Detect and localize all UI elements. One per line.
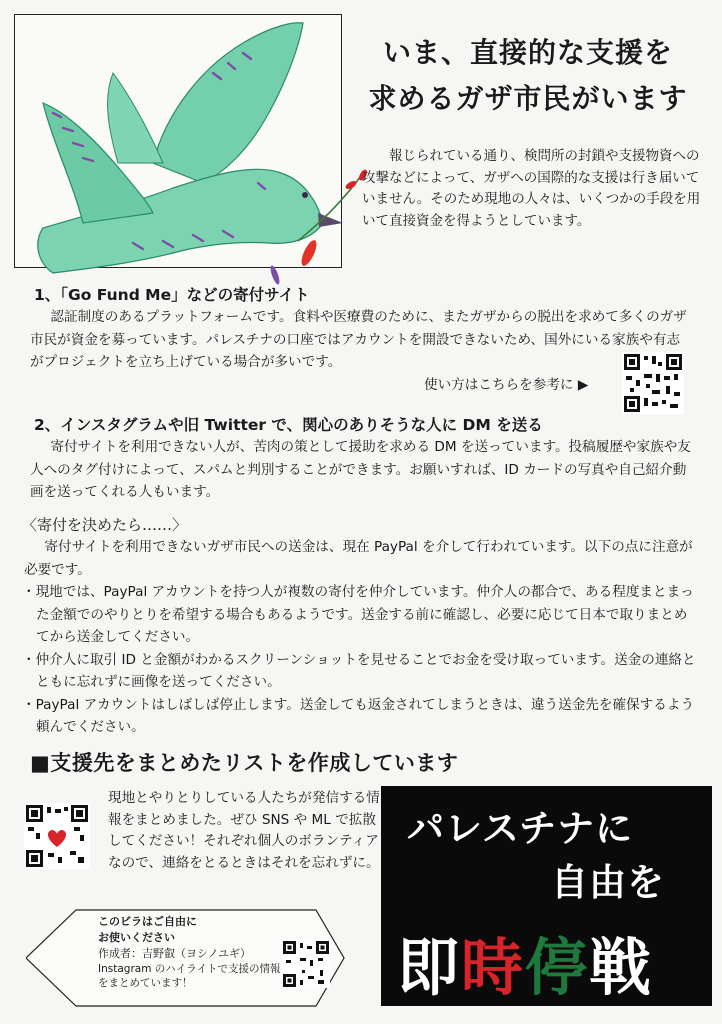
- qr-code-heart-icon: [24, 803, 90, 869]
- donation-intro: 寄付サイトを利用できないガザ市民への送金は、現在 PayPal を介して行われています。以下の点に注意が必要です。: [24, 539, 693, 578]
- qr-code-icon: [622, 352, 684, 414]
- title-line-1: いま、直接的な支援を: [382, 36, 673, 69]
- list-body: 現地とやりとりしている人たちが発信する情報をまとめました。ぜひ SNS や ML で拡散してください！それぞれ個人のボランティアなので、連絡をとるときはそれを忘れずに。: [108, 790, 380, 871]
- credit-box: [26, 908, 346, 1008]
- section2-body: 寄付サイトを利用できない人が、苦肉の策として援助を求める DM を送っています。投稿履歴や家族や友人へのタグ付けによって、スパムと判別することができます。お願いすれば、ID カードの写真や自己紹介動画を送ってくれる人もいます。: [30, 439, 691, 500]
- credit-line-2: お使いください: [98, 931, 175, 944]
- donation-bullets: [22, 581, 700, 739]
- section2-heading: 2、インスタグラムや旧 Twitter で、関心のありそうな人に DM を送る: [34, 416, 543, 434]
- donation-bullet-2: ・仲介人に取引 ID と金額がわかるスクリーンショットを見せることでお金を受け取っています。送金の連絡とともに忘れずに画像を送ってください。: [22, 651, 696, 690]
- intro-text: 報じられている通り、検問所の封鎖や支援物資への攻撃などによって、ガザへの国際的な支援は行き届いていません。そのため現地の人々は、いくつかの手段を用いて直接資金を得ようとしています。: [362, 148, 701, 229]
- qr-code-icon: [282, 940, 330, 988]
- slogan-line-2: 自由を: [551, 861, 665, 904]
- slogan-char-4: 戦: [589, 931, 654, 1004]
- section1-heading: 1、「Go Fund Me」などの寄付サイト: [34, 286, 310, 304]
- page-title: [352, 30, 704, 122]
- title-line-2: 求めるガザ市民がいます: [368, 82, 688, 115]
- slogan-char-1: 即: [397, 931, 462, 1004]
- slogan-line-1: パレスチナに: [407, 807, 634, 850]
- slogan-char-2: 時: [461, 931, 526, 1004]
- list-heading: ■支援先をまとめたリストを作成しています: [30, 751, 459, 775]
- slogan-box: [381, 786, 712, 1006]
- credit-author: 作成者：吉野叡（ヨシノユギ）: [98, 947, 252, 960]
- donation-bullet-3: ・PayPal アカウントはしばしば停止します。送金しても返金されてしまうときは、違う送金先を確保するよう頼んでください。: [22, 696, 695, 735]
- slogan-char-3: 停: [525, 931, 590, 1004]
- section1-link[interactable]: 使い方はこちらを参考に ▶: [424, 377, 589, 393]
- credit-note: Instagram のハイライトで支援の情報をまとめています！: [98, 963, 281, 989]
- section1-body: 認証制度のあるプラットフォームです。食料や医療費のために、またガザからの脱出を求めて多くのガザ市民が資金を募っています。パレスチナの口座ではアカウントを開設できないため、国外にいる家族や有志がプロジェクトを立ち上げている場合が多いです。: [30, 309, 687, 370]
- slogan-ceasefire: [397, 918, 653, 1007]
- illustration-frame: [14, 14, 342, 268]
- credit-line-1: このビラはご自由に: [98, 915, 197, 928]
- donation-bullet-1: ・現地では、PayPal アカウントを持つ人が複数の寄付を仲介しています。仲介人の都合で、ある程度まとまった金額でのやりとりを希望する場合もあるようです。送金する前に確認し、必要に応じて日本で取りまとめてから送金してください。: [22, 584, 694, 645]
- donation-heading: 〈寄付を決めたら……〉: [22, 516, 188, 534]
